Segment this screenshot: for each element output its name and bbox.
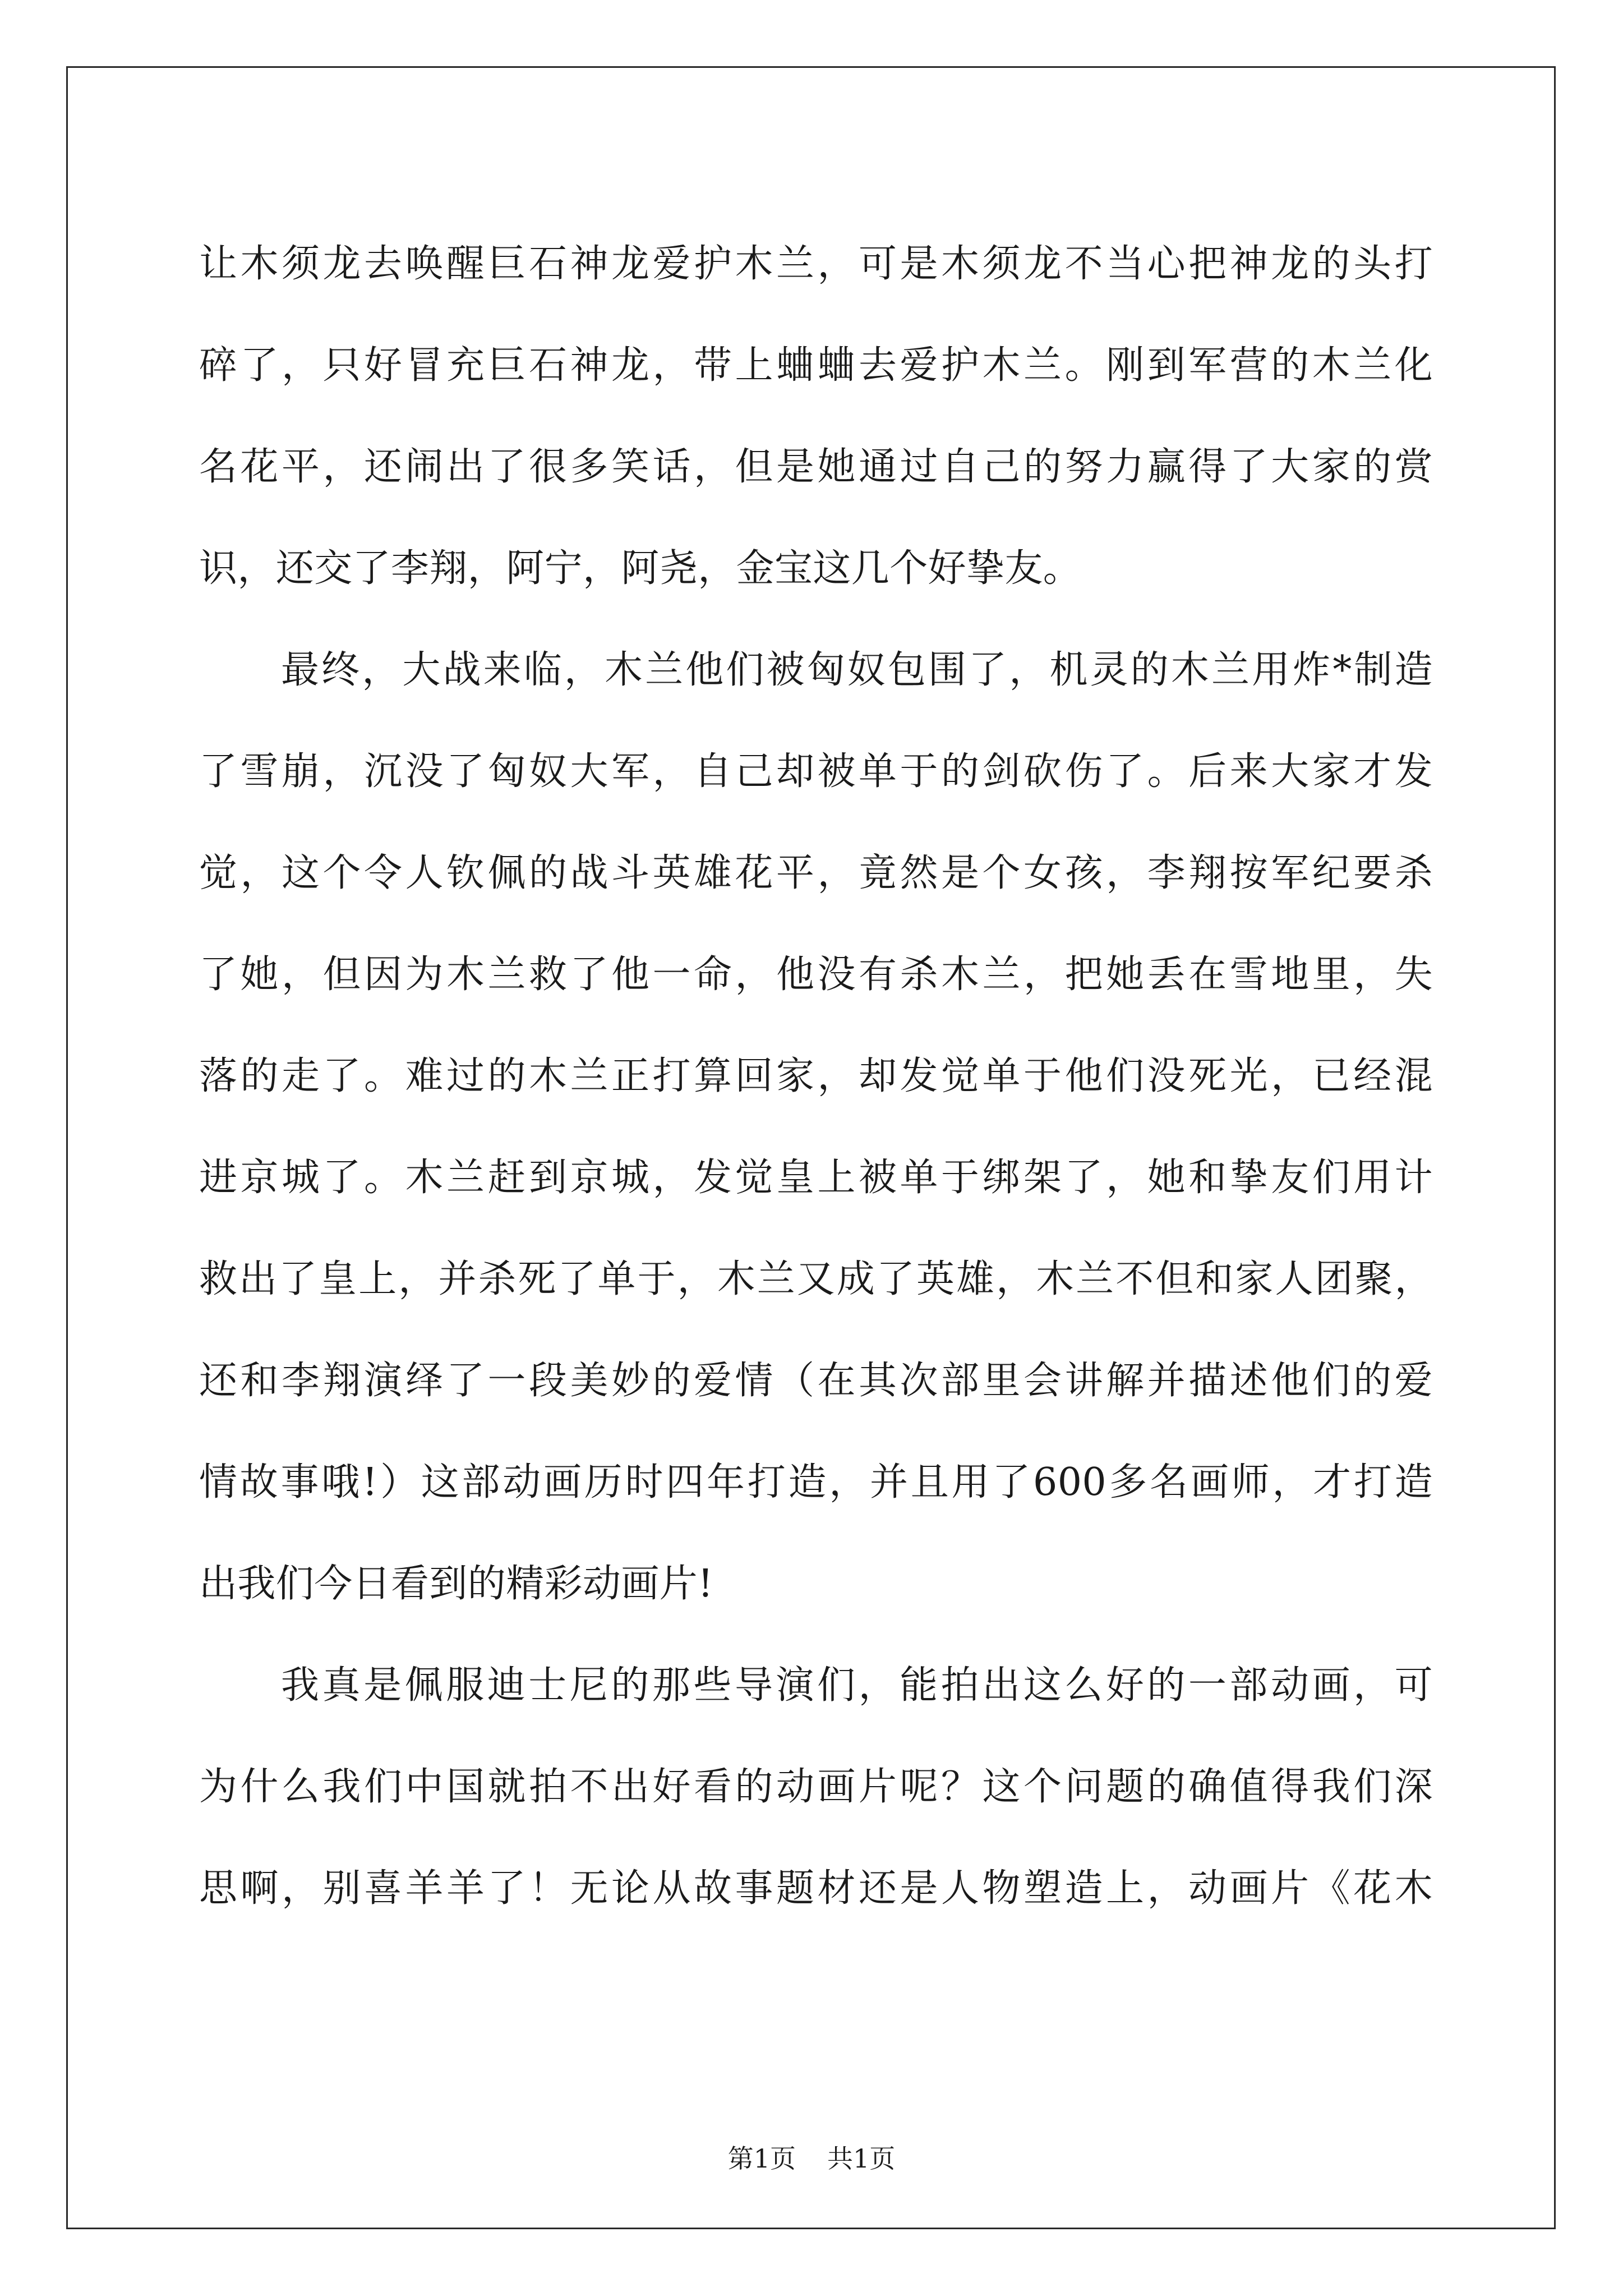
text-line: 碎了，只好冒充巨石神龙，带上蛐蛐去爱护木兰。刚到军营的木兰化: [199, 343, 1433, 388]
text-line: 觉，这个令人钦佩的战斗英雄花平，竟然是个女孩，李翔按军纪要杀: [199, 851, 1433, 895]
text-line: 还和李翔演绎了一段美妙的爱情（在其次部里会讲解并描述他们的爱: [199, 1359, 1433, 1403]
text-line: 出我们今日看到的精彩动画片!: [199, 1562, 713, 1606]
text-line: 识，还交了李翔，阿宁，阿尧，金宝这几个好挚友。: [199, 546, 1082, 591]
text-line: 进京城了。木兰赶到京城，发觉皇上被单于绑架了，她和挚友们用计: [199, 1156, 1433, 1200]
text-line: 为什么我们中国就拍不出好看的动画片呢？这个问题的确值得我们深: [199, 1765, 1433, 1809]
text-line: 情故事哦!）这部动画历时四年打造，并且用了600多名画师，才打造: [199, 1460, 1433, 1504]
text-line: 了雪崩，沉没了匈奴大军，自己却被单于的剑砍伤了。后来大家才发: [199, 749, 1433, 794]
paragraph-first-line: 最终，大战来临，木兰他们被匈奴包围了，机灵的木兰用炸*制造: [281, 648, 1433, 692]
text-line: 救出了皇上，并杀死了单于，木兰又成了英雄，木兰不但和家人团聚，: [199, 1257, 1433, 1301]
page-total: 共1页: [827, 2143, 896, 2174]
text-line: 思啊，别喜羊羊了！无论从故事题材还是人物塑造上，动画片《花木: [199, 1866, 1433, 1911]
text-line: 让木须龙去唤醒巨石神龙爱护木兰，可是木须龙不当心把神龙的头打: [199, 242, 1433, 286]
text-line: 了她，但因为木兰救了他一命，他没有杀木兰，把她丢在雪地里，失: [199, 953, 1433, 997]
text-line: 名花平，还闹出了很多笑话，但是她通过自己的努力赢得了大家的赏: [199, 445, 1433, 489]
page-footer: [0, 2142, 1623, 2175]
text-line: 落的走了。难过的木兰正打算回家，却发觉单于他们没死光，已经混: [199, 1054, 1433, 1098]
document-body: [199, 213, 1433, 1939]
paragraph-first-line: 我真是佩服迪士尼的那些导演们，能拍出这么好的一部动画，可: [281, 1663, 1433, 1708]
page-number: 第1页: [727, 2143, 796, 2174]
